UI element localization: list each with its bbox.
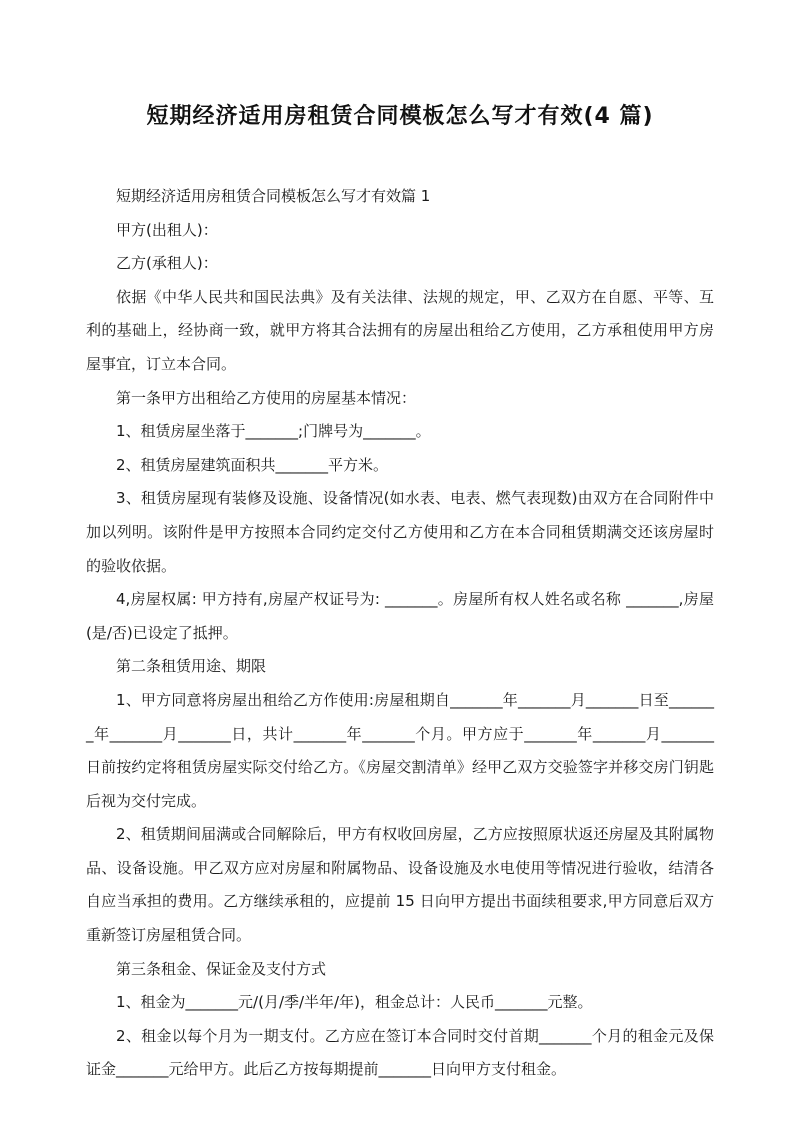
- preamble-paragraph: 依据《中华人民共和国民法典》及有关法律、法规的规定，甲、乙双方在自愿、平等、互利的基础上，经协商一致，就甲方将其合法拥有的房屋出租给乙方使用，乙方承租使用甲方房屋事宜，订立本合同。: [86, 287, 714, 373]
- article-3-item-2: 2、租金以每个月为一期支付。乙方应在签订本合同时交付首期_______个月的租金元及保证金_______元给甲方。此后乙方按每期提前_______日向甲方支付租金。: [86, 1026, 714, 1079]
- article-3-item-1: 1、租金为_______元/(月/季/半年/年)，租金总计：人民币_______元整。: [116, 993, 593, 1012]
- section-heading: 短期经济适用房租赁合同模板怎么写才有效篇 1: [116, 187, 431, 205]
- article-1-item-2: 2、租赁房屋建筑面积共_______平方米。: [116, 455, 389, 474]
- party-a-line: 甲方(出租人)：: [116, 220, 218, 239]
- article-3-heading: 第三条租金、保证金及支付方式: [116, 959, 327, 978]
- article-2-item-1: 1、甲方同意将房屋出租给乙方作使用:房屋租期自_______年_______月_______日至_______年_______月_______日，共计_______年_______个月。甲方应于_______年_______月_______日前按约定将租赁房屋实际交付给乙方。《房屋交割清单》经甲乙双方交验签字并移交房门钥匙后视为交付完成。: [86, 690, 714, 810]
- article-1-item-4: 4,房屋权属: 甲方持有,房屋产权证号为: _______。房屋所有权人姓名或名称 _______,房屋(是/否)已设定了抵押。: [86, 590, 714, 642]
- article-1-item-1: 1、租赁房屋坐落于_______;门牌号为_______。: [116, 422, 431, 441]
- article-1-heading: 第一条甲方出租给乙方使用的房屋基本情况：: [116, 388, 417, 407]
- article-1-item-3: 3、租赁房屋现有装修及设施、设备情况(如水表、电表、燃气表现数)由双方在合同附件中加以列明。该附件是甲方按照本合同约定交付乙方使用和乙方在本合同租赁期满交还该房屋时的验收依据。: [86, 489, 714, 575]
- article-2-item-2: 2、租赁期间届满或合同解除后，甲方有权收回房屋，乙方应按照原状返还房屋及其附属物品、设备设施。甲乙双方应对房屋和附属物品、设备设施及水电使用等情况进行验收，结清各自应当承担的费用。乙方继续承租的，应提前 15 日向甲方提出书面续租要求,甲方同意后双方重新签订房屋租赁合同。: [86, 825, 714, 945]
- party-b-line: 乙方(承租人)：: [116, 254, 218, 273]
- document-body: [86, 180, 714, 1087]
- document-title: 短期经济适用房租赁合同模板怎么写才有效(4 篇): [146, 104, 654, 129]
- article-2-heading: 第二条租赁用途、期限: [116, 657, 267, 676]
